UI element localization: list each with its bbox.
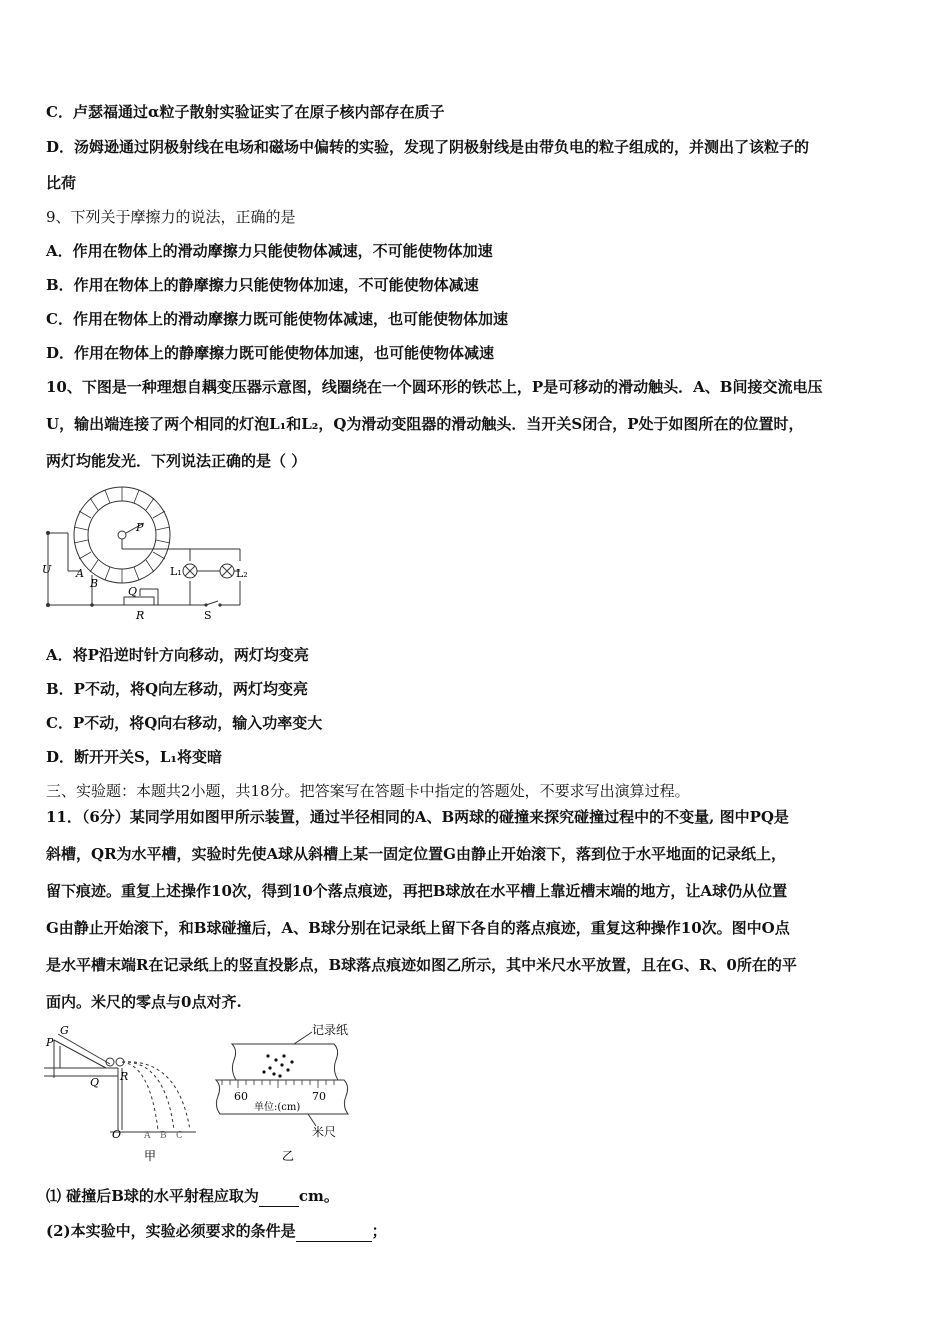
- label-o: O: [112, 1128, 122, 1141]
- label-a: A: [76, 567, 84, 580]
- answer-blank-2[interactable]: [296, 1221, 372, 1242]
- figure-caption-yi: 乙: [282, 1149, 295, 1163]
- label-l1: L₁: [170, 565, 182, 578]
- tick-70: 70: [312, 1090, 326, 1103]
- label-u: U: [42, 563, 52, 576]
- q10-stem-line1: 10、下图是一种理想自耦变压器示意图，线圈绕在一个圆环形的铁芯上，P是可移动的滑动触头．A、B间接交流电压: [46, 378, 823, 396]
- label-c: C: [176, 1131, 183, 1141]
- label-p: P: [136, 521, 144, 534]
- q11-line4: G由静止开始滚下，和B球碰撞后，A、B球分别在记录纸上留下各自的落点痕迹，重复这种操作10次。图中O点: [46, 919, 790, 937]
- label-r: R: [120, 1070, 129, 1083]
- q11-sub2: [46, 1221, 387, 1242]
- label-q: Q: [128, 585, 138, 598]
- autotransformer-diagram: [40, 485, 260, 625]
- q11-sub1: [46, 1186, 339, 1207]
- q11-sub2-text: (2)本实验中，实验必须要求的条件是: [46, 1222, 296, 1240]
- q11-sub1-text: ⑴ 碰撞后B球的水平射程应取为: [46, 1187, 259, 1205]
- q11-line6: 面内。米尺的零点与0点对齐.: [46, 993, 242, 1011]
- q9-option-c: C．作用在物体上的滑动摩擦力既可能使物体减速，也可能使物体加速: [46, 310, 508, 328]
- label-b: B: [90, 577, 99, 590]
- collision-apparatus-diagram: [40, 1020, 200, 1165]
- section-heading: 三、实验题：本题共2小题，共18分。把答案写在答题卡中指定的答题处，不要求写出演算过程。: [46, 782, 690, 800]
- tick-60: 60: [234, 1090, 248, 1103]
- figure-caption-jia: 甲: [144, 1149, 157, 1163]
- q11-line2: 斜槽，QR为水平槽，实验时先使A球从斜槽上某一固定位置G由静止开始滚下，落到位于水平地面的记录纸上，: [46, 845, 786, 863]
- q9-stem: 9、下列关于摩擦力的说法，正确的是: [46, 208, 296, 226]
- q10-option-c: C．P不动，将Q向右移动，输入功率变大: [46, 714, 323, 732]
- q9-option-a: A．作用在物体上的滑动摩擦力只能使物体减速，不可能使物体加速: [46, 242, 493, 260]
- label-q: Q: [90, 1076, 100, 1089]
- q9-option-d: D．作用在物体上的静摩擦力既可能使物体加速，也可能使物体减速: [46, 344, 495, 362]
- q8-option-d-line2: 比荷: [46, 174, 77, 192]
- q11-line5: 是水平槽末端R在记录纸上的竖直投影点，B球落点痕迹如图乙所示，其中米尺水平放置，且在G、R、0所在的平: [46, 956, 797, 974]
- q11-line3: 留下痕迹。重复上述操作10次，得到10个落点痕迹，再把B球放在水平槽上靠近槽末端的地方，让A球仍从位置: [46, 882, 788, 900]
- q8-option-d-line1: D．汤姆逊通过阴极射线在电场和磁场中偏转的实验，发现了阴极射线是由带负电的粒子组成的，并测出了该粒子的: [46, 138, 810, 156]
- label-b: B: [160, 1131, 167, 1141]
- q11-line1: 11．（6分）某同学用如图甲所示装置，通过半径相同的A、B两球的碰撞来探究碰撞过程中的不变量, 图中PQ是: [46, 808, 789, 826]
- q10-option-a: A．将P沿逆时针方向移动，两灯均变亮: [46, 646, 309, 664]
- q10-option-b: B．P不动，将Q向左移动，两灯均变亮: [46, 680, 309, 698]
- answer-blank-1[interactable]: [259, 1186, 299, 1207]
- label-unit: 单位:(cm): [254, 1102, 301, 1113]
- label-s: S: [204, 609, 212, 622]
- q8-option-c: C．卢瑟福通过α粒子散射实验证实了在原子核内部存在质子: [46, 103, 445, 121]
- ruler-record-paper-diagram: [208, 1020, 368, 1165]
- label-p: P: [46, 1036, 54, 1049]
- q10-stem-line3: 两灯均能发光．下列说法正确的是（ ）: [46, 452, 307, 470]
- label-g: G: [60, 1024, 69, 1037]
- q10-stem-line2: U，输出端连接了两个相同的灯泡L₁和L₂，Q为滑动变阻器的滑动触头．当开关S闭合，P处于如图所在的位置时，: [46, 415, 804, 433]
- label-l2: L₂: [236, 567, 248, 580]
- q10-option-d: D．断开开关S，L₁将变暗: [46, 748, 222, 766]
- q11-sub1-unit: cm。: [298, 1187, 339, 1205]
- label-a: A: [144, 1131, 151, 1141]
- label-record-paper: 记录纸: [312, 1023, 349, 1037]
- label-r: R: [136, 609, 145, 622]
- label-ruler: 米尺: [312, 1125, 337, 1139]
- q9-option-b: B．作用在物体上的静摩擦力只能使物体加速，不可能使物体减速: [46, 276, 479, 294]
- q11-sub2-end: ；: [371, 1222, 387, 1240]
